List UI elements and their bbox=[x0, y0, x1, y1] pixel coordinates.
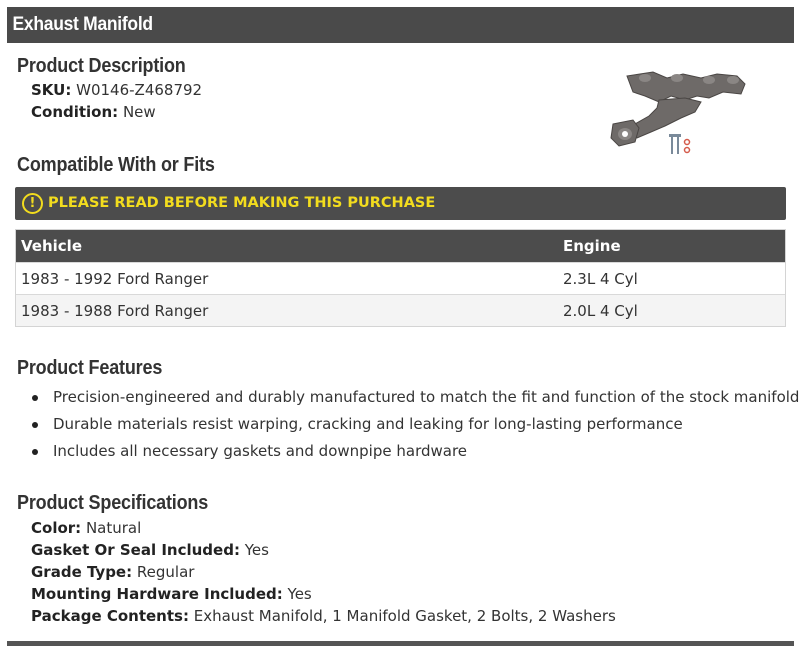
engine-cell: 2.3L 4 Cyl bbox=[563, 270, 638, 288]
spec-label: Package Contents: bbox=[31, 607, 189, 625]
spec-line bbox=[31, 585, 312, 603]
header-bar bbox=[7, 7, 794, 43]
table-row bbox=[16, 262, 785, 294]
column-header-engine: Engine bbox=[563, 237, 621, 255]
list-item bbox=[29, 440, 799, 467]
spec-value: Exhaust Manifold, 1 Manifold Gasket, 2 Bolts, 2 Washers bbox=[193, 607, 616, 625]
vehicle-table bbox=[15, 229, 786, 327]
spec-value: Yes bbox=[244, 541, 269, 559]
spec-label: Gasket Or Seal Included: bbox=[31, 541, 240, 559]
feature-text: Includes all necessary gaskets and downpipe hardware bbox=[53, 442, 468, 460]
feature-text: Durable materials resist warping, cracking and leaking for long-lasting performance bbox=[53, 415, 683, 433]
product-image bbox=[605, 62, 755, 160]
specs-heading: Product Specifications bbox=[17, 492, 209, 514]
spec-value: Regular bbox=[136, 563, 195, 581]
vehicle-cell: 1983 - 1988 Ford Ranger bbox=[21, 302, 209, 320]
spec-line bbox=[31, 541, 269, 559]
spec-line bbox=[31, 563, 194, 581]
vehicle-cell: 1983 - 1992 Ford Ranger bbox=[21, 270, 209, 288]
warning-text: PLEASE READ BEFORE MAKING THIS PURCHASE bbox=[48, 195, 436, 211]
condition-label: Condition: bbox=[31, 103, 119, 121]
spec-label: Color: bbox=[31, 519, 82, 537]
list-item bbox=[29, 413, 799, 440]
spec-value: Natural bbox=[85, 519, 142, 537]
purchase-warning bbox=[15, 187, 786, 220]
condition-value: New bbox=[122, 103, 156, 121]
list-item bbox=[29, 386, 799, 413]
spec-label: Grade Type: bbox=[31, 563, 133, 581]
bottom-divider bbox=[7, 641, 794, 646]
features-heading: Product Features bbox=[17, 357, 163, 379]
exclamation-circle-icon: ! bbox=[22, 193, 43, 214]
table-row bbox=[16, 294, 785, 326]
feature-text: Precision-engineered and durably manufactured to match the fit and function of the stock manifold bbox=[53, 388, 800, 406]
spec-line bbox=[31, 607, 616, 625]
description-heading: Product Description bbox=[17, 55, 186, 77]
compat-heading: Compatible With or Fits bbox=[17, 154, 215, 176]
sku-value: W0146-Z468792 bbox=[76, 81, 203, 99]
sku-line bbox=[31, 81, 202, 99]
table-header-row bbox=[16, 230, 785, 262]
bullet-icon bbox=[32, 449, 38, 455]
bullet-icon bbox=[32, 395, 38, 401]
column-header-vehicle: Vehicle bbox=[21, 237, 82, 255]
bullet-icon bbox=[32, 422, 38, 428]
spec-label: Mounting Hardware Included: bbox=[31, 585, 283, 603]
spec-line bbox=[31, 519, 141, 537]
engine-cell: 2.0L 4 Cyl bbox=[563, 302, 638, 320]
features-list bbox=[29, 386, 799, 467]
page-title: Exhaust Manifold bbox=[12, 14, 153, 35]
sku-label: SKU: bbox=[31, 81, 72, 99]
spec-value: Yes bbox=[287, 585, 312, 603]
condition-line bbox=[31, 103, 156, 121]
